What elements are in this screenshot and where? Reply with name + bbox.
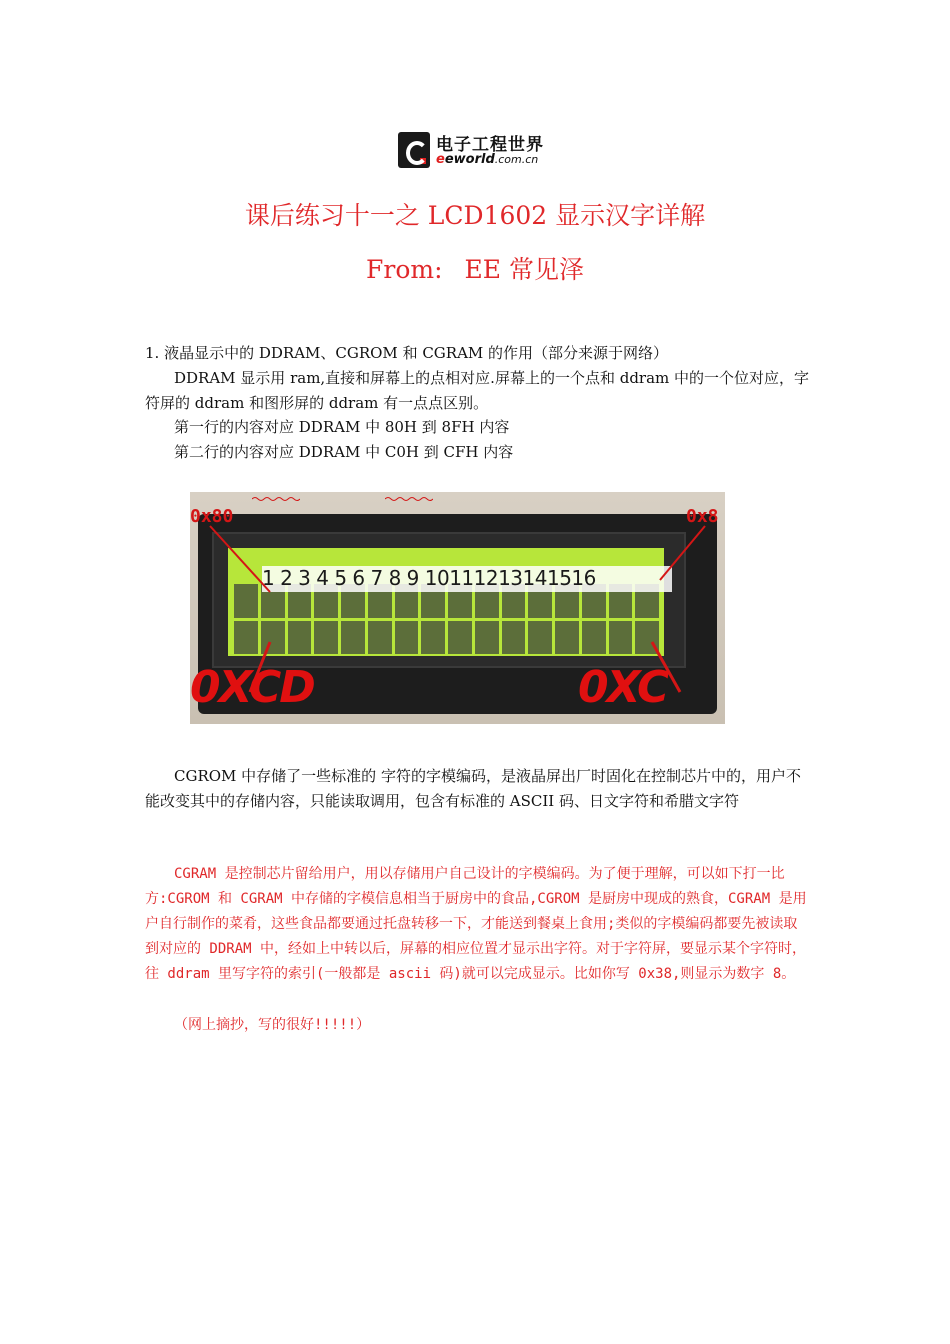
eeworld-logo-icon (398, 132, 430, 168)
cgram-note: （网上摘抄，写的很好!!!!!） (174, 1017, 371, 1033)
cgrom-paragraph: CGROM 中存储了一些标准的 字符的字模编码，是液晶屏出厂时固化在控制芯片中的，用户不能改变其中的存储内容，只能读取调用，包含有标准的 ASCII 码、日文字符和希腊文字符 (145, 767, 801, 810)
ddram-row1-text: 第一行的内容对应 DDRAM 中 80H 到 8FH 内容 (174, 418, 510, 436)
handwritten-0xc0: 0XCD (190, 662, 314, 713)
cgram-paragraph: CGRAM 是控制芯片留给用户，用以存储用户自己设计的字模编码。为了便于理解，可以如下打一比方:CGROM 和 CGRAM 中存储的字模信息相当于厨房中的食品,CGROM 是厨房中现成的熟食，CGRAM 是用户自行制作的菜肴，这些食品都要通过托盘转移一下，才能送到餐桌上食用;类似的字模编码都要先被读取到对应的 DDRAM 中，经如上中转以后，屏幕的相应位置才显示出字符。对于字符屏，要显示某个字符时，往 ddram 里写字符的索引(一般都是 ascii 码)就可以完成显示。比如你写 0x38,则显示为数字 8。 (145, 866, 807, 982)
document-title: 课后练习十一之 LCD1602 显示汉字详解 (244, 201, 706, 230)
address-label-0x8f: 0x8 (686, 506, 719, 527)
document-author: From: EE 常见泽 (366, 255, 584, 284)
ddram-row2-text: 第二行的内容对应 DDRAM 中 C0H 到 CFH 内容 (174, 443, 514, 461)
eeworld-logo (398, 130, 558, 172)
lcd1602-photo (190, 492, 725, 724)
logo-chinese-text: 电子工程世界 (436, 135, 544, 155)
lcd-column-numbers: 1 2 3 4 5 6 7 8 9 10111213141516 (262, 566, 672, 592)
section-heading: 1. 液晶显示中的 DDRAM、CGROM 和 CGRAM 的作用（部分来源于网络） (145, 344, 669, 362)
ddram-paragraph: DDRAM 显示用 ram,直接和屏幕上的点相对应.屏幕上的一个点和 ddram 中的一个位对应，字符屏的 ddram 和图形屏的 ddram 有一点点区别。 (145, 369, 810, 412)
handwritten-0xcf: 0XC (578, 662, 668, 713)
address-label-0x80: 0x80 (190, 506, 234, 527)
logo-english-text: eeworld.com.cn (436, 152, 539, 167)
